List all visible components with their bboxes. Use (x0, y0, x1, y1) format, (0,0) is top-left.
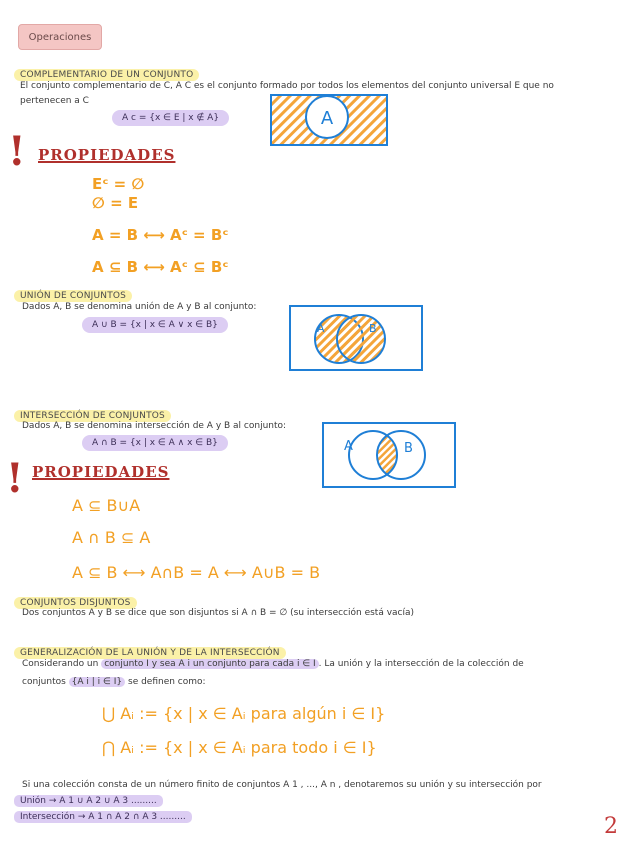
set-a-label: A (320, 108, 334, 129)
union-formula: A ∪ B = {x | x ∈ A ∨ x ∈ B} (82, 317, 228, 333)
intersection-formula: A ∩ B = {x | x ∈ A ∧ x ∈ B} (82, 435, 228, 451)
intersection-diagram (322, 422, 456, 488)
set-b-circle (337, 315, 385, 363)
intersection-text: Dados A, B se denomina intersección de A y B al conjunto: (22, 421, 287, 431)
exclamation-mark-2: ! (6, 455, 24, 502)
property-item: A ∩ B ⊆ A (72, 528, 151, 547)
disjoint-text: Dos conjuntos A y B se dice que son disjuntos si A ∩ B = ∅ (su intersección está vacía) (22, 608, 415, 618)
intersection-general-formula: ⋂ Aᵢ := {x | x ∈ Aᵢ para todo i ∈ I} (102, 738, 377, 757)
property-item: A ⊆ B ⟷ A∩B = A ⟷ A∪B = B (72, 563, 321, 582)
generalization-text-highlight: conjunto I y sea A i un conjunto para cada i ∈ I (101, 659, 318, 669)
properties-title-2: PROPIEDADES (32, 463, 170, 481)
generalization-text2-post: se definen como: (128, 677, 206, 687)
disjoint-heading-text: CONJUNTOS DISJUNTOS (14, 597, 137, 609)
property-item: ∅ = E (92, 194, 139, 212)
set-a-label: A (317, 322, 325, 335)
generalization-text2-pre: conjuntos (22, 677, 66, 687)
set-b-label: B (369, 322, 377, 335)
finite-intersection-line: Intersección → A 1 ∩ A 2 ∩ A 3 ......... (14, 811, 192, 823)
complement-heading-text: COMPLEMENTARIO DE UN CONJUNTO (14, 69, 199, 81)
finite-collection-text: Si una colección consta de un número finito de conjuntos A 1 , ..., A n , denotaremos su unión y su intersección por (22, 780, 542, 790)
union-text: Dados A, B se denomina unión de A y B al conjunto: (22, 302, 257, 312)
complement-diagram (270, 94, 388, 146)
section-tag: Operaciones (18, 24, 102, 50)
complement-text: El conjunto complementario de C, A C es el conjunto formado por todos los elementos del conjunto universal E que no (20, 81, 554, 91)
generalization-text-post: . La unión y la intersección de la colección de (318, 659, 524, 669)
union-heading (14, 283, 132, 302)
union-heading-text: UNIÓN DE CONJUNTOS (14, 290, 132, 302)
complement-heading (14, 62, 199, 81)
properties-title-1: PROPIEDADES (38, 146, 176, 164)
set-a-label: A (344, 439, 353, 454)
union-general-formula: ⋃ Aᵢ := {x | x ∈ Aᵢ para algún i ∈ I} (102, 704, 386, 723)
property-item: A ⊆ B ⟷ Aᶜ ⊆ Bᶜ (92, 258, 229, 276)
exclamation-mark-1: ! (8, 128, 26, 175)
generalization-heading (14, 640, 286, 659)
finite-union-line: Unión → A 1 ∪ A 2 ∪ A 3 ......... (14, 795, 163, 807)
set-b-label: B (404, 441, 413, 456)
intersection-heading-text: INTERSECCIÓN DE CONJUNTOS (14, 410, 171, 422)
property-item: Eᶜ = ∅ (92, 175, 145, 193)
generalization-text (22, 658, 622, 671)
complement-formula: A c = {x ∈ E | x ∉ A} (112, 110, 229, 126)
page-number: 2 (604, 814, 618, 839)
property-item: A = B ⟷ Aᶜ = Bᶜ (92, 226, 229, 244)
generalization-text2-highlight: {A i | i ∈ I} (69, 677, 125, 687)
union-diagram (289, 305, 423, 371)
property-item: A ⊆ B∪A (72, 496, 141, 515)
generalization-heading-text: GENERALIZACIÓN DE LA UNIÓN Y DE LA INTERSECCIÓN (14, 647, 286, 659)
complement-text-2: pertenecen a C (20, 96, 89, 106)
generalization-text-2 (22, 676, 206, 689)
generalization-text-pre: Considerando un (22, 659, 99, 669)
